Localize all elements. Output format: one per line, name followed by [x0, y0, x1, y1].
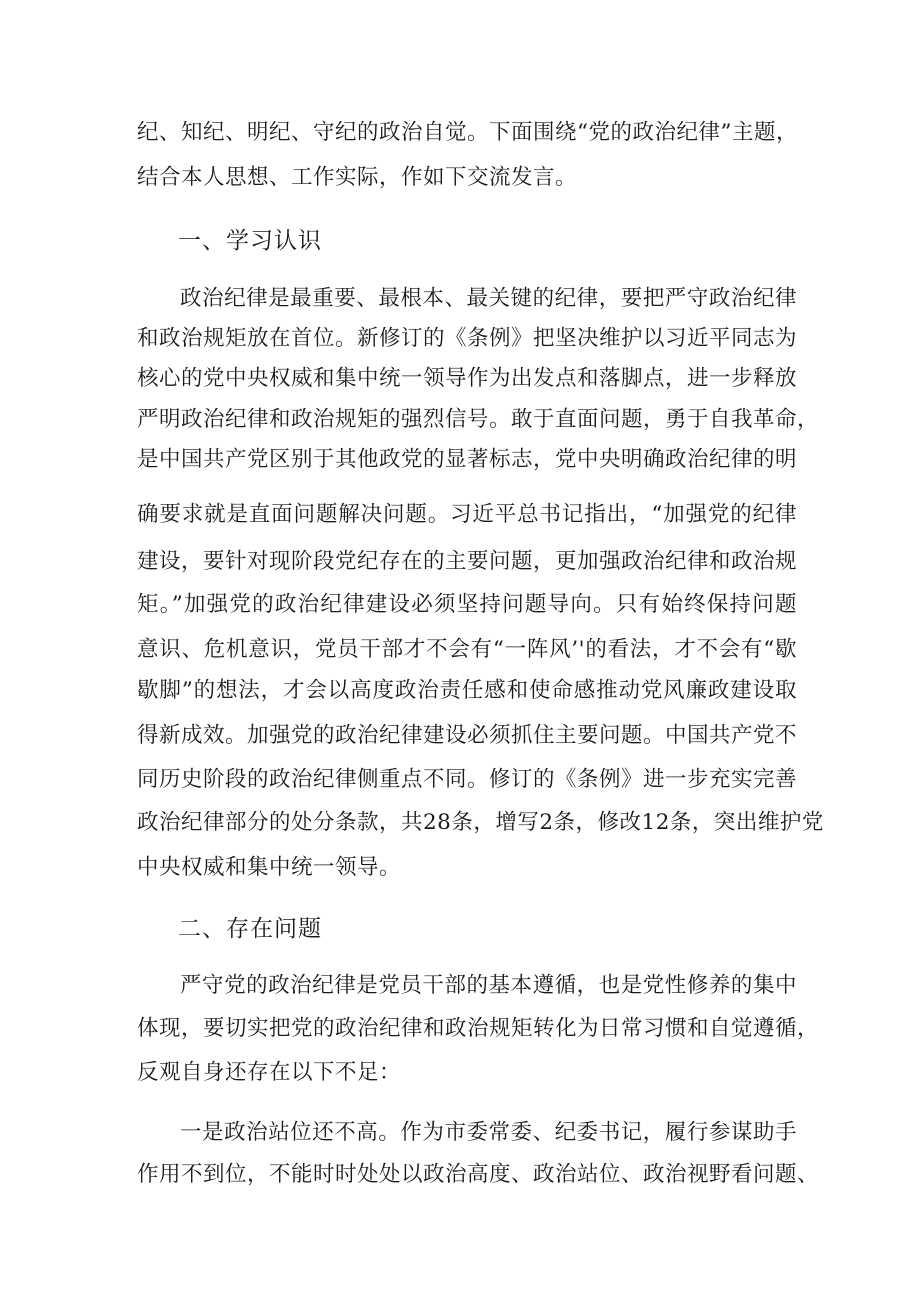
section-heading-problems: 二、存在问题	[178, 916, 322, 942]
paragraph-line: 一是政治站位还不高。作为市委常委、纪委书记，履行参谋助手	[180, 1120, 797, 1145]
paragraph-line: 是中国共产党区别于其他政党的显著标志，党中央明确政治纪律的明	[137, 447, 798, 472]
paragraph-line: 严守党的政治纪律是党员干部的基本遵循，也是党性修养的集中	[180, 973, 797, 998]
paragraph-line: 结合本人思想、工作实际，作如下交流发言。	[137, 165, 578, 190]
paragraph-line: 确要求就是直面问题解决问题。习近平总书记指出，“加强党的纪律	[137, 502, 797, 527]
paragraph-line: 建设，要针对现阶段党纪存在的主要问题，更加强政治纪律和政治规	[137, 549, 798, 574]
paragraph-line: 体现，要切实把党的政治纪律和政治规矩转化为日常习惯和自觉遵循，	[137, 1016, 820, 1041]
paragraph-line: 和政治规矩放在首位。新修订的《条例》把坚决维护以习近平同志为	[137, 326, 798, 351]
paragraph-line: 纪、知纪、明纪、守纪的政治自觉。下面围绕“党的政治纪律”主题，	[137, 120, 798, 145]
paragraph-line: 歇脚”的想法，才会以高度政治责任感和使命感推动党风廉政建设取	[137, 678, 797, 703]
section-heading-study: 一、学习认识	[178, 228, 322, 254]
paragraph-line: 政治纪律部分的处分条款，共28条，增写2条，修改12条，突出维护党	[137, 810, 824, 835]
paragraph-line: 同历史阶段的政治纪律侧重点不同。修订的《条例》进一步充实完善	[137, 767, 798, 792]
paragraph-line: 得新成效。加强党的政治纪律建设必须抓住主要问题。中国共产党不	[137, 723, 798, 748]
paragraph-line: 核心的党中央权威和集中统一领导作为出发点和落脚点，进一步释放	[137, 366, 798, 391]
paragraph-line: 中央权威和集中统一领导。	[137, 855, 402, 880]
paragraph-line: 意识、危机意识，党员干部才不会有“一阵风’'的看法，才不会有“歇	[137, 637, 797, 662]
paragraph-line: 作用不到位，不能时时处处以政治高度、政治站位、政治视野看问题、	[137, 1162, 820, 1187]
paragraph-line: 矩。”加强党的政治纪律建设必须坚持问题导向。只有始终保持问题	[137, 592, 797, 617]
paragraph-line: 反观自身还存在以下不足：	[137, 1060, 402, 1085]
paragraph-line: 严明政治纪律和政治规矩的强烈信号。敢于直面问题，勇于自我革命，	[137, 407, 820, 432]
paragraph-line: 政治纪律是最重要、最根本、最关键的纪律，要把严守政治纪律	[180, 286, 797, 311]
